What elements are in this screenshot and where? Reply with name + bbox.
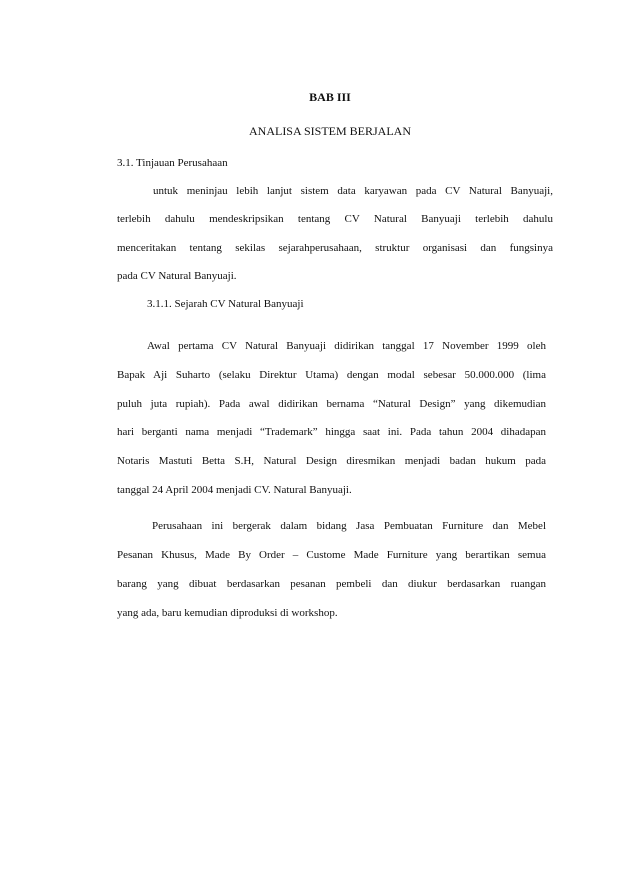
paragraph-line: Bapak Aji Suharto (selaku Direktur Utama) dengan modal sebesar 50.000.000 (lima (117, 369, 546, 381)
paragraph-line: tanggal 24 April 2004 menjadi CV. Natural Banyuaji. (117, 484, 352, 496)
section-heading-3-1: 3.1. Tinjauan Perusahaan (117, 157, 228, 169)
paragraph-line: Pesanan Khusus, Made By Order – Custome Made Furniture yang berartikan semua (117, 549, 546, 561)
paragraph-line: untuk meninjau lebih lanjut sistem data karyawan pada CV Natural Banyuaji, (153, 185, 553, 197)
chapter-title: ANALISA SISTEM BERJALAN (248, 124, 411, 138)
paragraph-line: yang ada, baru kemudian diproduksi di workshop. (117, 607, 338, 619)
paragraph-line: Awal pertama CV Natural Banyuaji didirikan tanggal 17 November 1999 oleh (147, 340, 546, 352)
paragraph-line: terlebih dahulu mendeskripsikan tentang CV Natural Banyuaji terlebih dahulu (117, 213, 553, 225)
paragraph-line: puluh juta rupiah). Pada awal didirikan bernama “Natural Design” yang dikemudian (117, 398, 546, 410)
paragraph-line: menceritakan tentang sekilas sejarahperusahaan, struktur organisasi dan fungsinya (117, 242, 553, 254)
paragraph-line: Perusahaan ini bergerak dalam bidang Jasa Pembuatan Furniture dan Mebel (152, 520, 546, 532)
paragraph-line: Notaris Mastuti Betta S.H, Natural Design diresmikan menjadi badan hukum pada (117, 455, 546, 467)
section-heading-3-1-1: 3.1.1. Sejarah CV Natural Banyuaji (147, 298, 304, 310)
chapter-number: BAB III (309, 90, 351, 104)
paragraph-line: pada CV Natural Banyuaji. (117, 270, 237, 282)
paragraph-line: barang yang dibuat berdasarkan pesanan pembeli dan diukur berdasarkan ruangan (117, 578, 546, 590)
paragraph-line: hari berganti nama menjadi “Trademark” hingga saat ini. Pada tahun 2004 dihadapan (117, 426, 546, 438)
